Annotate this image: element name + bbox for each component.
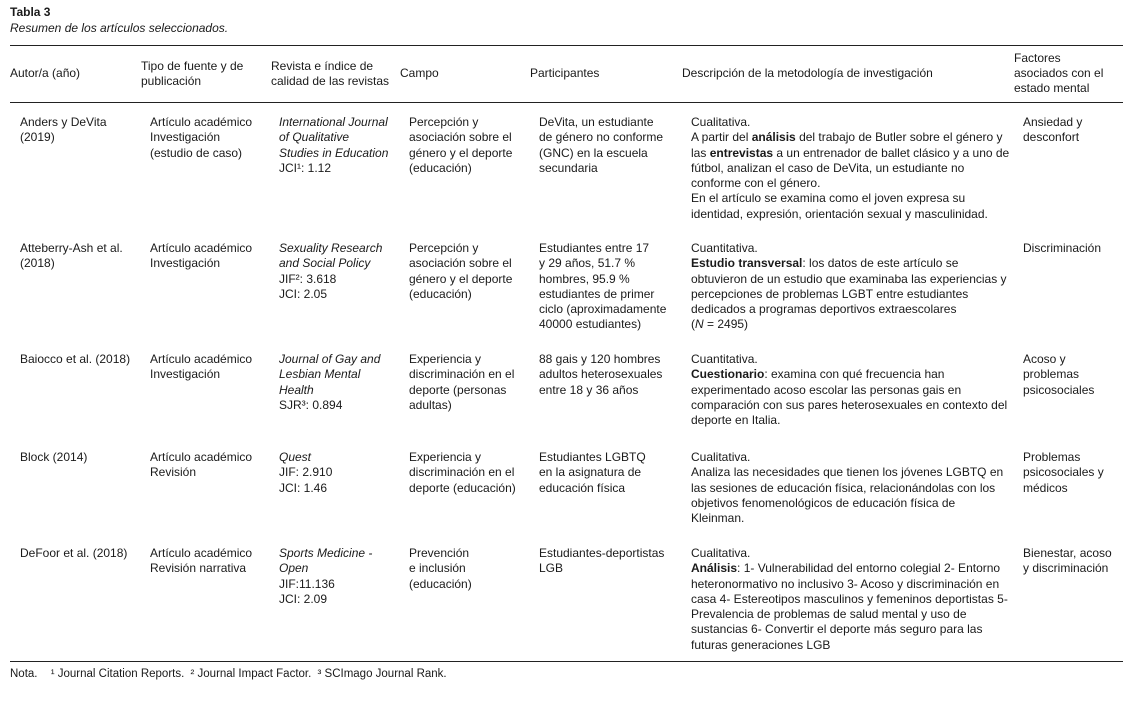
journal-name: Sports Medicine - Open — [279, 546, 373, 576]
method-paragraph — [691, 256, 1011, 317]
header-author: Autor/a (año) — [10, 66, 81, 80]
cell-field: Percepción y asociación sobre el género y el deporte (educación) — [409, 241, 513, 301]
table-title: Tabla 3 — [10, 5, 51, 19]
method-text: Cualitativa. — [691, 546, 751, 560]
method-paragraph — [691, 465, 1011, 526]
method-text: N — [695, 317, 704, 332]
method-paragraph — [691, 317, 1011, 332]
cell-field: Experiencia y discriminación en el deporte (personas adultas) — [409, 352, 515, 412]
method-text: = 2495) — [703, 317, 749, 332]
method-text: En el artículo se examina como el joven expresa su identidad, expresión, orientación sexual y masculinidad. — [691, 191, 988, 221]
method-paragraph — [691, 352, 1011, 367]
method-text: Cualitativa. — [691, 115, 751, 129]
cell-method — [691, 241, 1011, 333]
cell-factors: Acoso y problemas psicosociales — [1023, 352, 1095, 397]
cell-type: Artículo académico Revisión narrativa — [150, 546, 253, 576]
cell-journal — [279, 241, 404, 302]
method-text: : 1- Vulnerabilidad del entorno colegial 2- Entorno heteronormativo no inclusivo 3- Acoso y discriminación en casa 4- Estereotipos masculinos y femeninos deportistas 5-Prevalencia de problemas de salud mental y uso de sustancias 6- Convertir el deporte más seguro para las futuras generaciones LGB — [691, 561, 1008, 652]
cell-author: DeFoor et al. (2018) — [20, 546, 128, 560]
table-note — [10, 668, 450, 680]
header-participants: Participantes — [530, 66, 600, 80]
cell-author: Atteberry-Ash et al. (2018) — [20, 241, 123, 271]
header-field: Campo — [400, 66, 439, 80]
cell-field: Percepción y asociación sobre el género y el deporte (educación) — [409, 115, 513, 175]
cell-author: Block (2014) — [20, 450, 88, 464]
cell-journal — [279, 546, 404, 607]
note-label: Nota. — [10, 668, 38, 680]
note-item: ² Journal Impact Factor. — [190, 668, 312, 680]
method-paragraph — [691, 191, 1011, 222]
journal-name: Journal of Gay and Lesbian Mental Health — [279, 352, 381, 397]
cell-journal — [279, 352, 404, 413]
method-paragraph — [691, 241, 1011, 256]
method-text: A partir del — [691, 130, 752, 145]
cell-participants: Estudiantes LGBTQ en la asignatura de educación física — [539, 450, 646, 495]
bottom-rule — [10, 661, 1123, 662]
note-item: ³ SCImago Journal Rank. — [317, 668, 447, 680]
method-text: Cuestionario — [691, 367, 765, 382]
method-text: del trabajo de Butler sobre el género y las — [691, 130, 1003, 160]
method-text: Cuantitativa. — [691, 241, 758, 255]
header-method: Descripción de la metodología de investigación — [682, 66, 933, 80]
cell-journal — [279, 450, 404, 496]
method-text: Cualitativa. — [691, 450, 751, 464]
method-text: : examina con qué frecuencia han experimentado acoso escolar las personas gais en comparación con sus pares heterosexuales en contexto del deporte en Italia. — [691, 367, 1008, 428]
table-subtitle: Resumen de los artículos seleccionados. — [10, 21, 229, 35]
header-journal: Revista e índice de calidad de las revistas — [271, 58, 390, 88]
method-text: Estudio transversal — [691, 256, 803, 271]
cell-participants: DeVita, un estudiante de género no conforme (GNC) en la escuela secundaria — [539, 115, 664, 175]
cell-author: Anders y DeVita (2019) — [20, 115, 107, 145]
cell-method — [691, 546, 1011, 653]
journal-name: International Journal of Qualitative Studies in Education — [279, 115, 389, 160]
method-text: ( — [691, 317, 695, 332]
method-text: a un entrenador de ballet clásico y a uno de fútbol, analizan el caso de DeVita, un estudiante no conforme con el género. — [691, 145, 1010, 191]
cell-field: Experiencia y discriminación en el deporte (educación) — [409, 450, 516, 495]
method-text: entrevistas — [709, 145, 774, 160]
quality-index: JIF: 2.910 JCI: 1.46 — [279, 465, 333, 495]
header-factors: Factores asociados con el estado mental — [1014, 51, 1104, 95]
header-rule — [10, 102, 1123, 103]
quality-index: SJR³: 0.894 — [279, 397, 343, 412]
method-paragraph — [691, 130, 1011, 191]
note-item: ¹ Journal Citation Reports. — [50, 668, 185, 680]
cell-factors: Discriminación — [1023, 241, 1102, 255]
table-header — [10, 45, 1123, 102]
cell-field: Prevención e inclusión (educación) — [409, 546, 472, 591]
cell-method — [691, 115, 1011, 222]
cell-factors: Ansiedad y desconfort — [1023, 115, 1083, 145]
cell-journal — [279, 115, 404, 176]
cell-type: Artículo académico Revisión — [150, 450, 253, 480]
quality-index: JCI¹: 1.12 — [279, 160, 332, 175]
method-paragraph — [691, 546, 1011, 561]
quality-index: JIF²: 3.618 JCI: 2.05 — [279, 271, 337, 301]
cell-method — [691, 352, 1011, 428]
header-type: Tipo de fuente y de publicación — [141, 58, 244, 88]
quality-index: JIF:11.136 JCI: 2.09 — [279, 576, 335, 606]
cell-factors: Bienestar, acoso y discriminación — [1023, 546, 1112, 576]
method-paragraph — [691, 367, 1011, 428]
cell-participants: Estudiantes-deportistas LGB — [539, 546, 665, 576]
method-paragraph — [691, 450, 1011, 465]
method-paragraph — [691, 115, 1011, 130]
journal-name: Quest — [279, 450, 312, 464]
cell-participants: 88 gais y 120 hombres adultos heterosexuales entre 18 y 36 años — [539, 352, 663, 397]
cell-method — [691, 450, 1011, 526]
method-text: Análisis — [691, 561, 738, 576]
cell-participants: Estudiantes entre 17 y 29 años, 51.7 % hombres, 95.9 % estudiantes de primer ciclo (aproximadamente 40000 estudiantes) — [539, 241, 667, 332]
cell-type: Artículo académico Investigación (estudio de caso) — [150, 115, 253, 160]
method-text: análisis — [751, 130, 796, 145]
cell-type: Artículo académico Investigación — [150, 352, 253, 382]
method-paragraph — [691, 561, 1011, 653]
cell-type: Artículo académico Investigación — [150, 241, 253, 271]
method-text: : los datos de este artículo se obtuvieron de un estudio que examinaba las experiencias y percepciones de problemas LGBT entre estudiantes dedicados a programas deportivos extraescolares — [691, 256, 1007, 317]
method-text: Analiza las necesidades que tienen los jóvenes LGBTQ en las sesiones de educación física, relacionándolas con los objetivos fenomenológicos de educación física de Kleinman. — [691, 465, 1004, 526]
cell-author: Baiocco et al. (2018) — [20, 352, 131, 366]
journal-name: Sexuality Research and Social Policy — [279, 241, 383, 271]
cell-factors: Problemas psicosociales y médicos — [1023, 450, 1104, 495]
method-text: Cuantitativa. — [691, 352, 758, 366]
